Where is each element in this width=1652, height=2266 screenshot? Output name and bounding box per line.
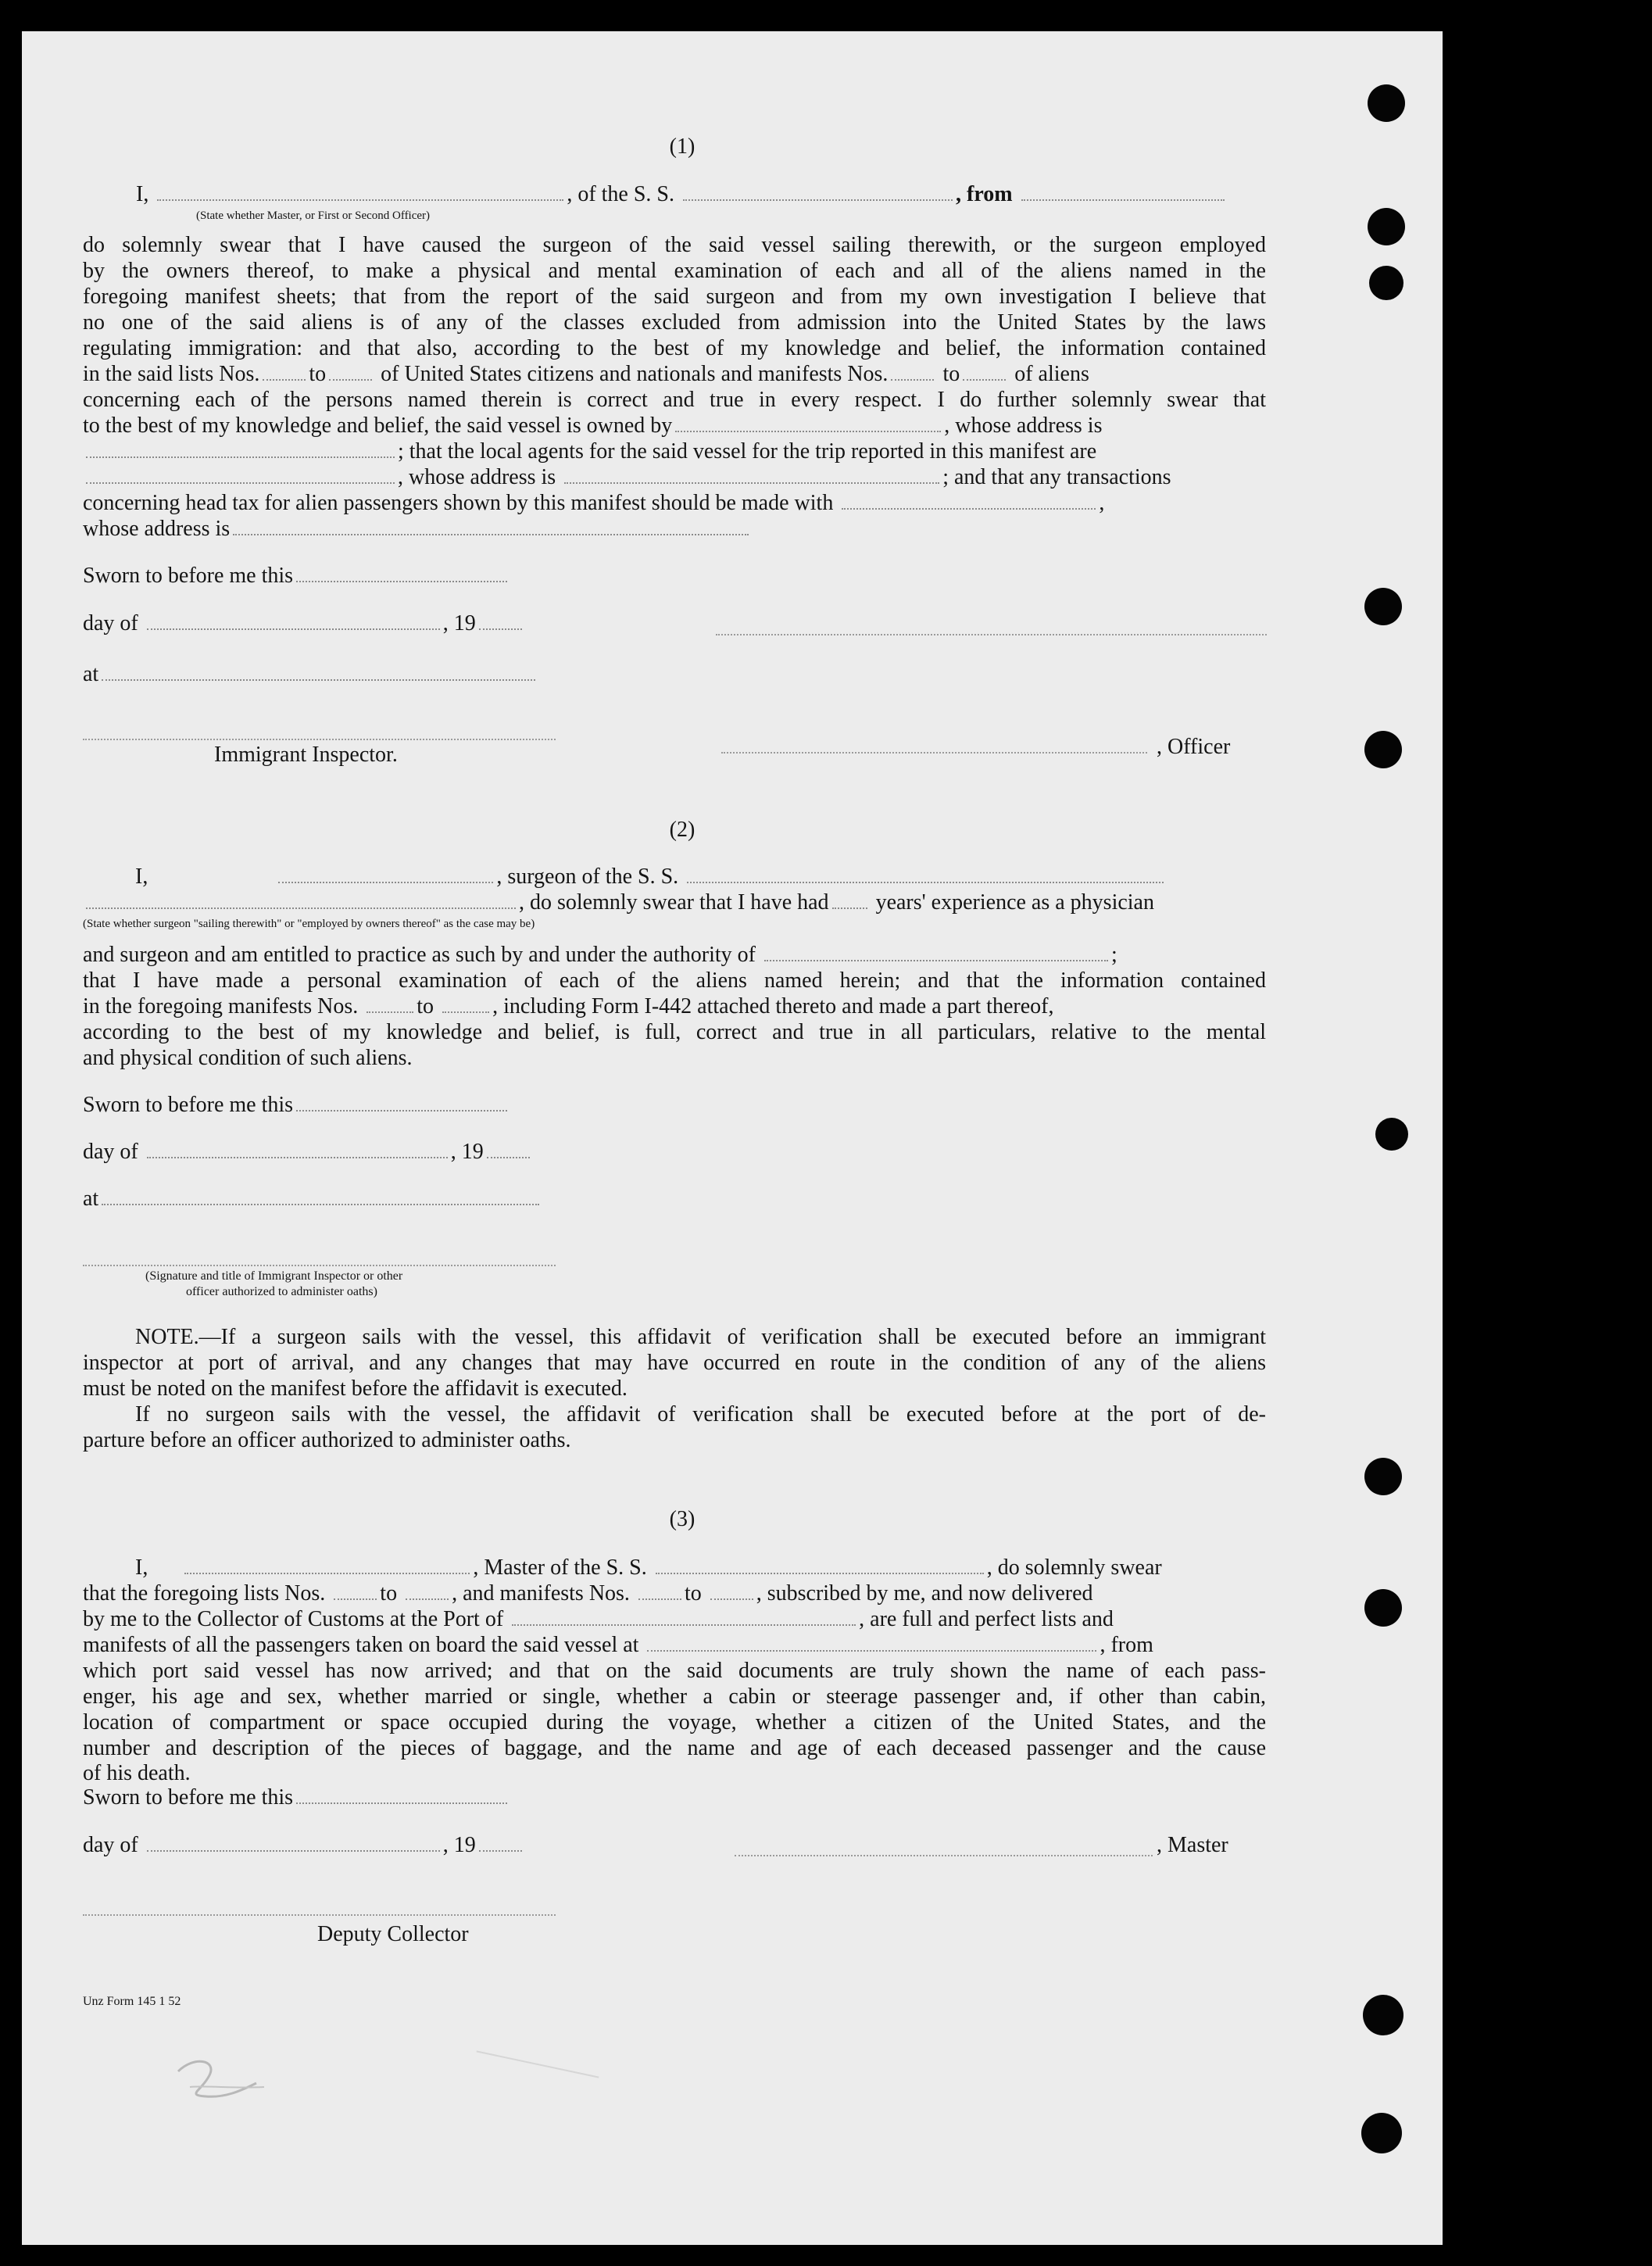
head-tax-address-field[interactable]: [233, 517, 749, 535]
years-experience-field[interactable]: [832, 890, 867, 909]
authority-field[interactable]: [764, 943, 1108, 961]
s2-authority: and surgeon and am entitled to practice as such by and under the authority of: [83, 943, 756, 967]
s1-whose-address: whose address is: [83, 517, 231, 541]
s1-line-12: [83, 516, 752, 542]
s2-semicolon: ;: [1111, 943, 1117, 967]
agents-field[interactable]: [86, 465, 395, 484]
section-2-number: (2): [669, 818, 695, 842]
lists-from-field[interactable]: [263, 362, 306, 381]
punch-hole-9: [1363, 1995, 1403, 2035]
s1-sworn-label: Sworn to before me this: [83, 564, 294, 588]
s2-19: , 19: [450, 1140, 484, 1164]
s3-last: of his death.: [83, 1761, 191, 1785]
owner-field[interactable]: [675, 413, 941, 432]
s1-inspector-label: Immigrant Inspector.: [214, 743, 398, 767]
s3-deputy-label: Deputy Collector: [317, 1922, 469, 1946]
s2-years-experience: years' experience as a physician: [875, 890, 1154, 915]
s1-transactions: ; and that any transactions: [942, 465, 1171, 489]
master-name-field[interactable]: [184, 1555, 470, 1574]
s3-p-line-1: which port said vessel has now arrived; and that on the said documents are truly shown the name of each pass-: [83, 1659, 1266, 1683]
s3-paragraph: [83, 1658, 1266, 1761]
s2-including: , including Form I-442 attached thereto and made a part thereof,: [492, 994, 1054, 1018]
s1-local-agents: ; that the local agents for the said vessel for the trip reported in this manifest are: [398, 439, 1097, 464]
s3-line-3: [83, 1606, 1114, 1632]
s1-agents-address-label: , whose address is: [398, 465, 556, 489]
port-of-arrival-field[interactable]: [512, 1607, 856, 1626]
s3-from: , from: [1100, 1633, 1153, 1657]
s2-sworn: [83, 1092, 510, 1118]
s1-line-9: [83, 439, 1096, 464]
note-line-1: NOTE.—If a surgeon sails with the vessel, this affidavit of verification shall be executed before an immigrant: [135, 1325, 1266, 1349]
note-line-5: parture before an officer authorized to administer oaths.: [83, 1428, 571, 1452]
s2-month-field[interactable]: [147, 1140, 448, 1158]
s2-i: I,: [135, 865, 148, 889]
s1-line-1: [136, 181, 1228, 207]
s1-line-11: [83, 490, 1104, 516]
s1-lists-nos: in the said lists Nos.: [83, 362, 260, 386]
punch-hole-8: [1364, 1589, 1402, 1627]
s3-master-label: , Master: [1157, 1833, 1228, 1857]
s3-manifests-from-field[interactable]: [638, 1581, 681, 1600]
s3-lists-nos: that the foregoing lists Nos.: [83, 1581, 326, 1606]
manifests-from-field[interactable]: [891, 362, 934, 381]
punch-hole-1: [1368, 84, 1405, 122]
officer-rank-note: (State whether Master, or First or Second Officer): [196, 209, 431, 222]
s3-collector-signature-line[interactable]: [83, 1914, 556, 1916]
s2-sig-note-1: (Signature and title of Immigrant Inspector or other: [145, 1269, 403, 1283]
s2-day: [83, 1139, 533, 1165]
s3-master-signature-line[interactable]: [735, 1855, 1153, 1856]
s3-p-line-4: number and description of the pieces of baggage, and the name and age of each deceased passenger and the cause: [83, 1736, 1266, 1760]
s2-surgeon-of-ss: , surgeon of the S. S.: [496, 865, 679, 889]
note-line-4: If no surgeon sails with the vessel, the affidavit of verification shall be executed before at the port of de-: [135, 1402, 1266, 1427]
s3-lists-from-field[interactable]: [334, 1581, 377, 1600]
s2-line-4: that I have made a personal examination of each of the aliens named herein; and that the information contained: [83, 968, 1266, 993]
s1-to: to: [309, 362, 327, 386]
s3-manifests-nos: , and manifests Nos.: [452, 1581, 630, 1606]
punch-hole-3: [1369, 266, 1403, 300]
s3-collector: by me to the Collector of Customs at the Port of: [83, 1607, 504, 1631]
s3-19: , 19: [442, 1833, 476, 1857]
s1-officer-signature-line[interactable]: [716, 634, 1267, 635]
s2-at-label: at: [83, 1187, 99, 1211]
s3-full-perfect: , are full and perfect lists and: [859, 1607, 1114, 1631]
s2-vessel-field[interactable]: [687, 865, 1164, 883]
s2-do-swear: , do solemnly swear that I have had: [519, 890, 829, 915]
s2-sig-note-2: officer authorized to administer oaths): [186, 1285, 377, 1298]
s3-taken-on-board: manifests of all the passengers taken on board the said vessel at: [83, 1633, 639, 1657]
s1-day-of: day of: [83, 611, 138, 635]
s1-owned-by: to the best of my knowledge and belief, the said vessel is owned by: [83, 413, 673, 438]
punch-hole-10: [1361, 2113, 1402, 2153]
manifests-to-field[interactable]: [963, 362, 1006, 381]
s3-manifests-to-field[interactable]: [710, 1581, 753, 1600]
lists-to-field[interactable]: [329, 362, 372, 381]
form-number: Unz Form 145 1 52: [83, 1995, 181, 2008]
s1-year-field[interactable]: [479, 611, 522, 630]
s1-p-line-2: by the owners thereof, to make a physical and mental examination of each and all of the aliens named in the: [83, 259, 1266, 283]
s3-p-line-2: enger, his age and sex, whether married or single, whether a cabin or steerage passenger and, if other than cabin,: [83, 1684, 1266, 1709]
head-tax-party-field[interactable]: [842, 491, 1096, 510]
s3-p-line-3: location of compartment or space occupied during the voyage, whether a citizen of the United States, and the: [83, 1710, 1266, 1734]
s1-p-line-4: no one of the said aliens is of any of the classes excluded from admission into the United States by the laws: [83, 310, 1266, 335]
s3-lists-to-field[interactable]: [406, 1581, 449, 1600]
officer-rank-field[interactable]: [157, 182, 563, 201]
s2-line-7: and physical condition of such aliens.: [83, 1046, 413, 1070]
s1-to-2: to: [942, 362, 960, 386]
s1-p-line-1: do solemnly swear that I have caused the surgeon of the said vessel sailing therewith, or the surgeon employed: [83, 233, 1266, 257]
s1-inspector-signature-line[interactable]: [83, 739, 556, 740]
s1-sworn: [83, 563, 510, 589]
s1-paragraph: [83, 232, 1266, 361]
s3-to-2: to: [684, 1581, 702, 1606]
s1-p-line-3: foregoing manifest sheets; that from the report of the said surgeon and from my own investigation I believe that: [83, 285, 1266, 309]
departure-port-field[interactable]: [1021, 182, 1225, 201]
s1-line-10: [83, 464, 1171, 490]
s3-year-field[interactable]: [479, 1833, 522, 1852]
s1-at: [83, 661, 538, 687]
s1-line-6: [83, 361, 1266, 387]
section-3-number: (3): [669, 1507, 695, 1531]
s1-at-label: at: [83, 662, 99, 686]
pencil-stroke: [477, 2050, 599, 2078]
s3-line-2: [83, 1580, 1093, 1606]
s2-day-of: day of: [83, 1140, 138, 1164]
s2-line-2: [83, 890, 1154, 915]
vessel-name-field[interactable]: [683, 182, 953, 201]
s1-line-7: concerning each of the persons named therein is correct and true in every respect. I do further solemnly swear that: [83, 388, 1266, 412]
s3-master-of-ss: , Master of the S. S.: [473, 1555, 647, 1580]
port-of-embarkation-field[interactable]: [647, 1633, 1096, 1652]
s3-sworn: [83, 1785, 510, 1810]
s2-sworn-date-field[interactable]: [296, 1093, 507, 1112]
punch-hole-4: [1364, 588, 1402, 625]
s2-line-1: [135, 864, 1167, 890]
section-1-number: (1): [669, 134, 695, 159]
surgeon-name-field[interactable]: [278, 865, 493, 883]
punch-hole-5: [1364, 731, 1402, 768]
s2-signature-line[interactable]: [83, 1265, 556, 1266]
note-line-2: inspector at port of arrival, and any changes that may have occurred en route in the condition of any of the aliens: [83, 1351, 1266, 1375]
s1-p-line-5: regulating immigration: and that also, according to the best of my knowledge and belief, the information contained: [83, 336, 1266, 360]
punch-hole-2: [1368, 208, 1405, 245]
form-page: [22, 31, 1443, 2245]
s1-19: , 19: [442, 611, 476, 635]
s1-officer-name-line[interactable]: [721, 752, 1147, 754]
s1-month-field[interactable]: [147, 611, 440, 630]
surgeon-type-note: (State whether surgeon "sailing therewith" or "employed by owners thereof" as the case may be): [83, 918, 535, 930]
owner-address-field[interactable]: [86, 439, 395, 458]
s1-citizens: of United States citizens and nationals and manifests Nos.: [381, 362, 889, 386]
s1-of-aliens: of aliens: [1014, 362, 1089, 386]
s1-place-field[interactable]: [102, 662, 535, 681]
s2-line-6: according to the best of my knowledge and belief, is full, correct and true in all particulars, relative to the mental: [83, 1020, 1266, 1044]
s2-line-3: [83, 942, 1117, 968]
s3-sworn-label: Sworn to before me this: [83, 1785, 294, 1810]
s2-manifests-nos: in the foregoing manifests Nos.: [83, 994, 359, 1018]
s2-manifests-from-field[interactable]: [367, 994, 413, 1013]
s2-place-field[interactable]: [102, 1187, 539, 1205]
s2-manifests-to-field[interactable]: [442, 994, 489, 1013]
punch-hole-7: [1364, 1458, 1402, 1495]
s3-vessel-field[interactable]: [656, 1555, 984, 1574]
handwriting-mark: [163, 2048, 280, 2118]
s2-line-5: [83, 993, 1053, 1019]
s2-to: to: [417, 994, 434, 1018]
s3-sworn-date-field[interactable]: [296, 1785, 507, 1804]
surgeon-type-field[interactable]: [86, 890, 516, 909]
s3-day-of: day of: [83, 1833, 138, 1857]
s1-sworn-date-field[interactable]: [296, 564, 507, 582]
s3-line-4: [83, 1632, 1153, 1658]
note-line-3: must be noted on the manifest before the affidavit is executed.: [83, 1376, 628, 1401]
s1-line-8: [83, 413, 1102, 439]
s2-year-field[interactable]: [487, 1140, 530, 1158]
s2-at: [83, 1186, 542, 1212]
s1-i: I,: [136, 182, 149, 206]
s1-officer-label: , Officer: [1157, 735, 1231, 759]
s3-do-swear: , do solemnly swear: [986, 1555, 1162, 1580]
agents-address-field[interactable]: [564, 465, 939, 484]
s3-month-field[interactable]: [147, 1833, 440, 1852]
s3-line-1: [135, 1555, 1162, 1580]
s2-sworn-label: Sworn to before me this: [83, 1093, 294, 1117]
s1-head-tax: concerning head tax for alien passengers shown by this manifest should be made with: [83, 491, 834, 515]
s1-comma: ,: [1099, 491, 1105, 515]
s3-day: [83, 1832, 525, 1858]
s1-owner-address-label: , whose address is: [944, 413, 1103, 438]
s3-to: to: [380, 1581, 398, 1606]
punch-hole-6: [1375, 1118, 1408, 1151]
s1-day: [83, 610, 525, 636]
s1-from: , from: [956, 182, 1013, 206]
s1-of-ss: , of the S. S.: [567, 182, 675, 206]
s3-i: I,: [135, 1555, 148, 1580]
s3-subscribed: , subscribed by me, and now delivered: [756, 1581, 1093, 1606]
